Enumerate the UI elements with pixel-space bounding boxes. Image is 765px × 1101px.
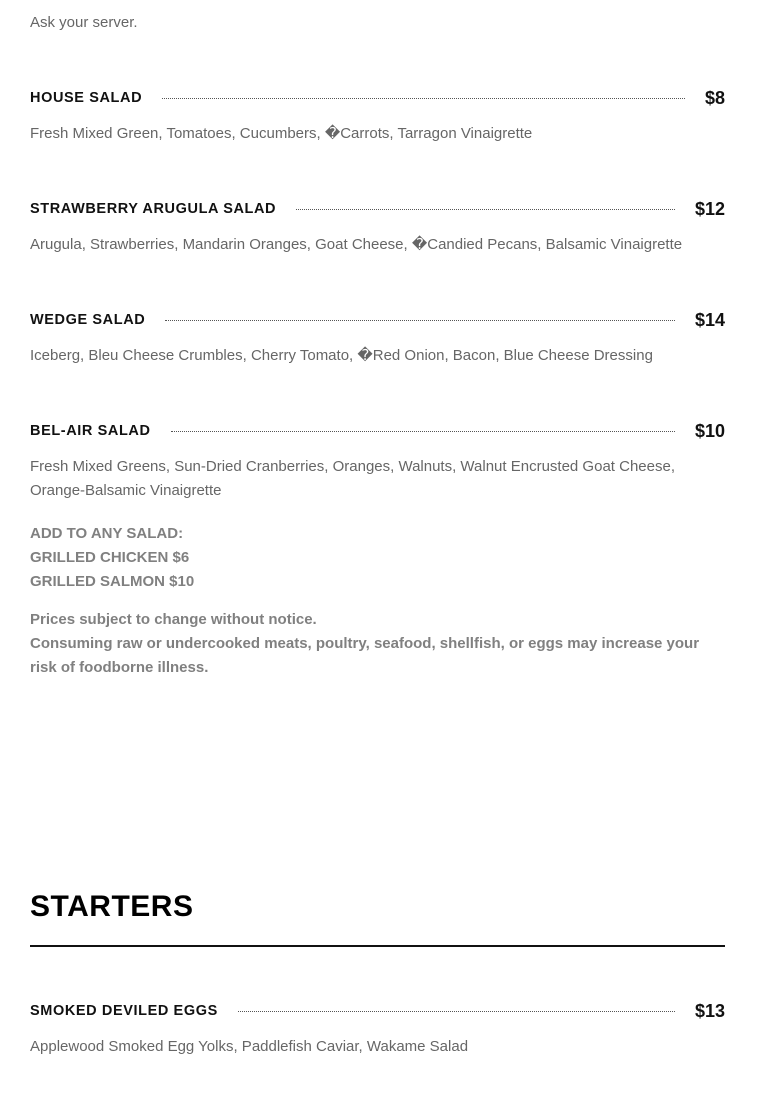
- menu-item-description: Fresh Mixed Greens, Sun-Dried Cranberries, Oranges, Walnuts, Walnut Encrusted Goat Cheese, Orange-Balsamic Vinaigrette: [30, 458, 675, 499]
- addons-title: ADD TO ANY SALAD:: [30, 525, 184, 542]
- section-title-starters: STARTERS: [30, 890, 194, 923]
- menu-item-name: SMOKED DEVILED EGGS: [30, 1003, 218, 1019]
- menu-item-description: Arugula, Strawberries, Mandarin Oranges, Goat Cheese, �Candied Pecans, Balsamic Vinaigrette: [30, 236, 683, 253]
- menu-item-price: $10: [694, 420, 725, 441]
- menu-item-header: [30, 308, 725, 332]
- menu-item-smoked-deviled-eggs: [30, 999, 725, 1059]
- price-notice: Prices subject to change without notice.: [30, 611, 317, 628]
- dotted-leader: [171, 431, 675, 432]
- menu-item-header: [30, 999, 725, 1023]
- addon-salmon: GRILLED SALMON $10: [30, 573, 195, 590]
- salad-addons: [30, 522, 194, 594]
- menu-notice: [30, 608, 720, 680]
- menu-item-name: HOUSE SALAD: [30, 90, 143, 106]
- menu-item-description: Applewood Smoked Egg Yolks, Paddlefish Caviar, Wakame Salad: [30, 1038, 469, 1055]
- menu-item-header: [30, 86, 725, 110]
- menu-item-price: $13: [694, 1000, 725, 1021]
- menu-item-description: Fresh Mixed Green, Tomatoes, Cucumbers, �Carrots, Tarragon Vinaigrette: [30, 125, 533, 142]
- menu-item-name: WEDGE SALAD: [30, 312, 146, 328]
- health-warning: Consuming raw or undercooked meats, poultry, seafood, shellfish, or eggs may increase your risk of foodborne illness.: [30, 635, 700, 676]
- dotted-leader: [238, 1011, 675, 1012]
- menu-item-strawberry-arugula-salad: [30, 197, 725, 257]
- menu-item-price: $8: [704, 87, 725, 108]
- menu-item-description: Iceberg, Bleu Cheese Crumbles, Cherry Tomato, �Red Onion, Bacon, Blue Cheese Dressing: [30, 347, 653, 364]
- menu-item-name: BEL-AIR SALAD: [30, 423, 151, 439]
- menu-item-name: STRAWBERRY ARUGULA SALAD: [30, 201, 277, 217]
- menu-item-price: $14: [694, 309, 725, 330]
- menu-item-header: [30, 419, 725, 443]
- addon-chicken: GRILLED CHICKEN $6: [30, 549, 190, 566]
- section-divider: [30, 945, 725, 947]
- menu-item-bel-air-salad: [30, 419, 725, 503]
- menu-item-price: $12: [694, 198, 725, 219]
- dotted-leader: [296, 209, 675, 210]
- menu-item-header: [30, 197, 725, 221]
- dotted-leader: [162, 98, 685, 99]
- menu-item-wedge-salad: [30, 308, 725, 368]
- dotted-leader: [165, 320, 675, 321]
- intro-text: Ask your server.: [30, 14, 138, 31]
- menu-item-house-salad: [30, 86, 725, 146]
